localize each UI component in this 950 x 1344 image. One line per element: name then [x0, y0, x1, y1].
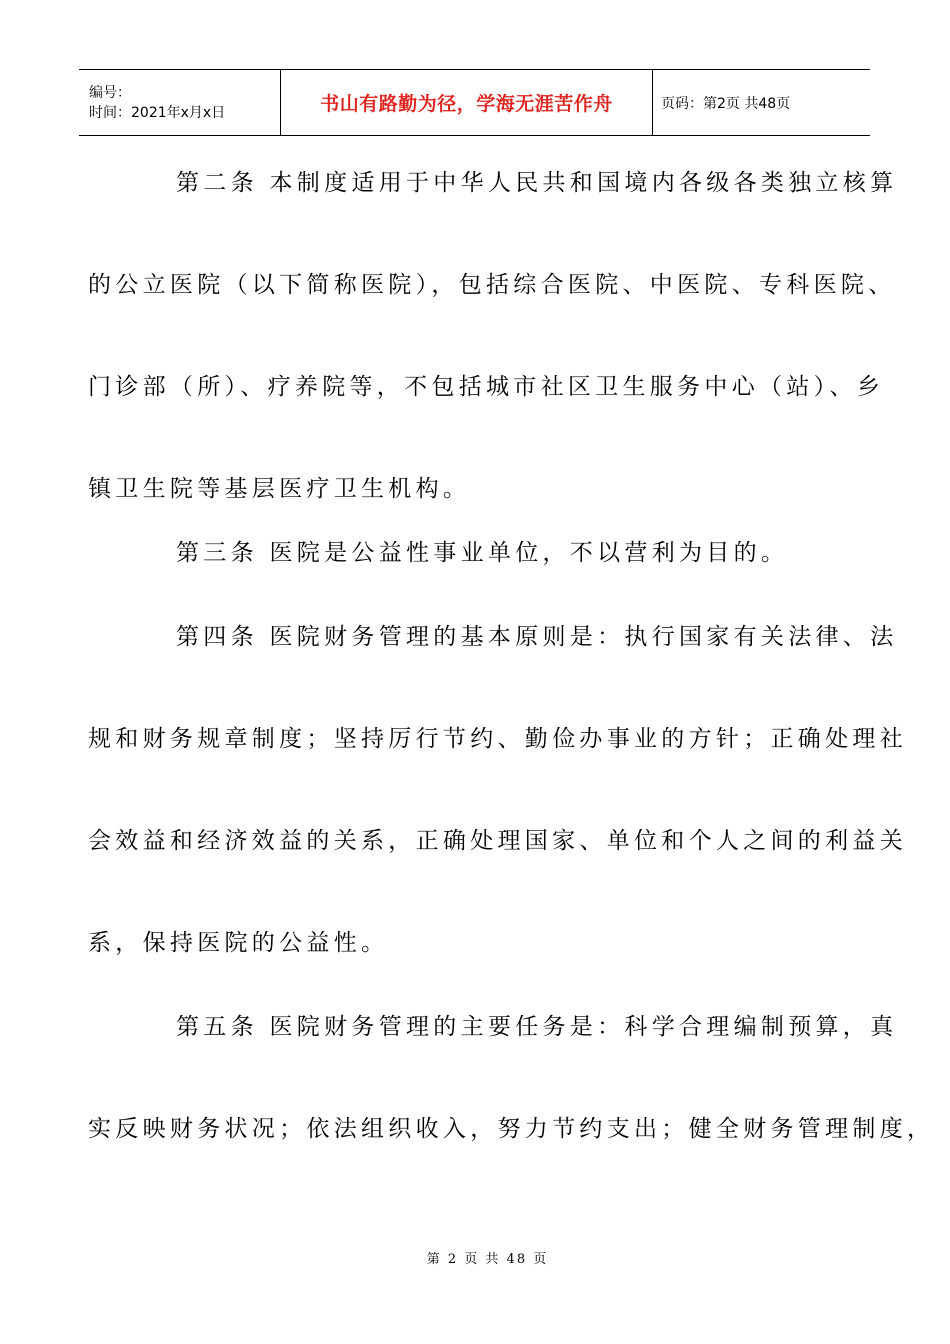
- header-page-info: 页码：第2页 共48页: [661, 95, 791, 112]
- body-line: 门诊部（所）、疗养院等，不包括城市社区卫生服务中心（站）、乡: [88, 374, 884, 400]
- body-line: 系，保持医院的公益性。: [88, 930, 389, 956]
- document-number-label: 编号：: [89, 84, 131, 101]
- body-line: 第四条 医院财务管理的基本原则是：执行国家有关法律、法: [176, 624, 898, 650]
- body-line: 会效益和经济效益的关系，正确处理国家、单位和个人之间的利益关: [88, 828, 907, 854]
- body-line: 规和财务规章制度；坚持厉行节约、勤俭办事业的方针；正确处理社: [88, 726, 907, 752]
- header-meta: [79, 70, 281, 135]
- body-line: 镇卫生院等基层医疗卫生机构。: [88, 476, 471, 502]
- document-body: [88, 158, 935, 1206]
- document-time-label: 时间：2021年x月x日: [89, 104, 226, 121]
- body-line: 第三条 医院是公益性事业单位，不以营利为目的。: [176, 540, 789, 566]
- page-header: [79, 69, 870, 136]
- body-line: 第五条 医院财务管理的主要任务是：科学合理编制预算，真: [176, 1014, 898, 1040]
- body-line: 的公立医院（以下简称医院），包括综合医院、中医院、专科医院、: [88, 272, 896, 298]
- page-footer: 第 2 页 共 48 页: [426, 1252, 549, 1267]
- body-line: 第二条 本制度适用于中华人民共和国境内各级各类独立核算: [176, 170, 898, 196]
- header-slogan: 书山有路勤为径，学海无涯苦作舟: [281, 70, 653, 135]
- body-line: 实反映财务状况；依法组织收入，努力节约支出；健全财务管理制度，: [88, 1116, 935, 1142]
